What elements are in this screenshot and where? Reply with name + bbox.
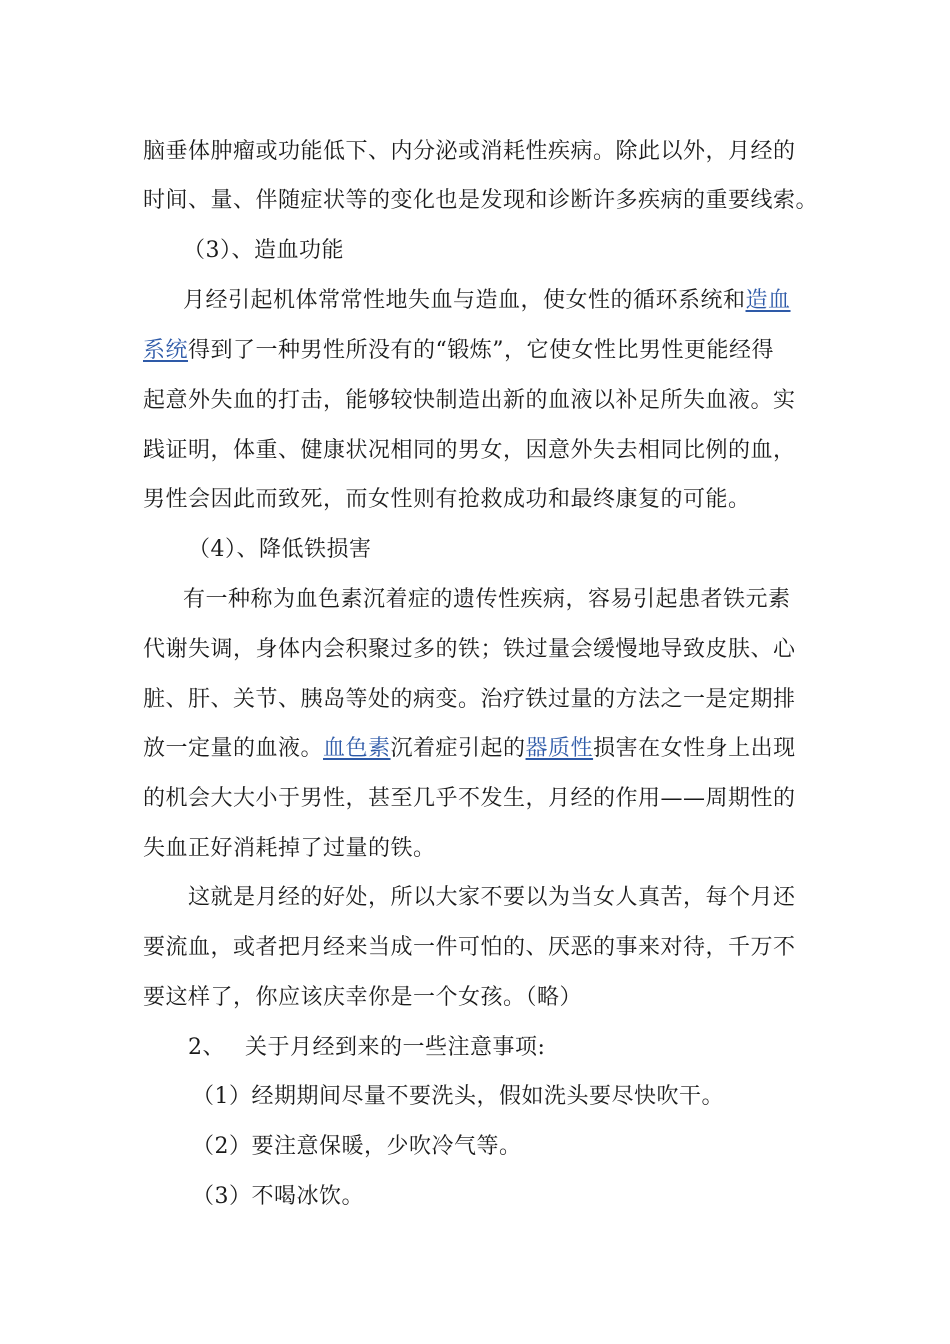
para-line: 践证明，体重、健康状况相同的男女，因意外失去相同比例的血， bbox=[143, 438, 796, 463]
para-line: 脑垂体肿瘤或功能低下、内分泌或消耗性疾病。除此以外，月经的 bbox=[143, 139, 796, 164]
list-item: （2）要注意保暖，少吹冷气等。 bbox=[192, 1134, 522, 1159]
para-line: 男性会因此而致死，而女性则有抢救成功和最终康复的可能。 bbox=[143, 487, 751, 512]
para-line: 时间、量、伴随症状等的变化也是发现和诊断许多疾病的重要线索。 bbox=[143, 188, 819, 213]
section-heading-4: （4）、降低铁损害 bbox=[188, 537, 372, 562]
para-line bbox=[183, 286, 791, 316]
para-text: 得到了一种男性所没有的“锻炼”，它使女性比男性更能经得 bbox=[188, 338, 775, 363]
para-text: 月经引起机体常常性地失血与造血，使女性的循环系统和 bbox=[183, 288, 746, 313]
para-text: 沉着症引起的 bbox=[390, 736, 526, 761]
list-item: （1）经期期间尽量不要洗头，假如洗头要尽快吹干。 bbox=[192, 1084, 724, 1109]
para-line: 有一种称为血色素沉着症的遗传性疾病，容易引起患者铁元素 bbox=[183, 587, 791, 612]
para-text: 放一定量的血液。 bbox=[143, 736, 324, 761]
section-heading-3: （3）、造血功能 bbox=[183, 238, 344, 263]
para-line: 要流血，或者把月经来当成一件可怕的、厌恶的事来对待，千万不 bbox=[143, 935, 796, 960]
para-line bbox=[143, 336, 774, 366]
para-line: 的机会大大小于男性，甚至几乎不发生，月经的作用——周期性的 bbox=[143, 786, 796, 811]
link-hemochromatosis[interactable]: 血色素 bbox=[323, 736, 391, 761]
section-number: 2、 bbox=[188, 1035, 225, 1060]
para-line: 代谢失调，身体内会积聚过多的铁；铁过量会缓慢地导致皮肤、心 bbox=[143, 637, 796, 662]
section-title: 关于月经到来的一些注意事项: bbox=[245, 1035, 546, 1060]
para-line: 失血正好消耗掉了过量的铁。 bbox=[143, 836, 436, 861]
link-organic[interactable]: 器质性 bbox=[525, 736, 594, 761]
para-line: 要这样了，你应该庆幸你是一个女孩。（略） bbox=[143, 985, 583, 1010]
link-hematopoietic-system-cont[interactable]: 系统 bbox=[143, 338, 189, 363]
para-text: 损害在女性身上出现 bbox=[593, 736, 796, 761]
para-line: 脏、肝、关节、胰岛等处的病变。治疗铁过量的方法之一是定期排 bbox=[143, 687, 796, 712]
para-line bbox=[143, 734, 796, 764]
para-line: 这就是月经的好处，所以大家不要以为当女人真苦，每个月还 bbox=[188, 885, 796, 910]
para-line: 起意外失血的打击，能够较快制造出新的血液以补足所失血液。实 bbox=[143, 388, 796, 413]
link-hematopoietic-system[interactable]: 造血 bbox=[745, 288, 791, 313]
list-item: （3）不喝冰饮。 bbox=[192, 1184, 364, 1209]
